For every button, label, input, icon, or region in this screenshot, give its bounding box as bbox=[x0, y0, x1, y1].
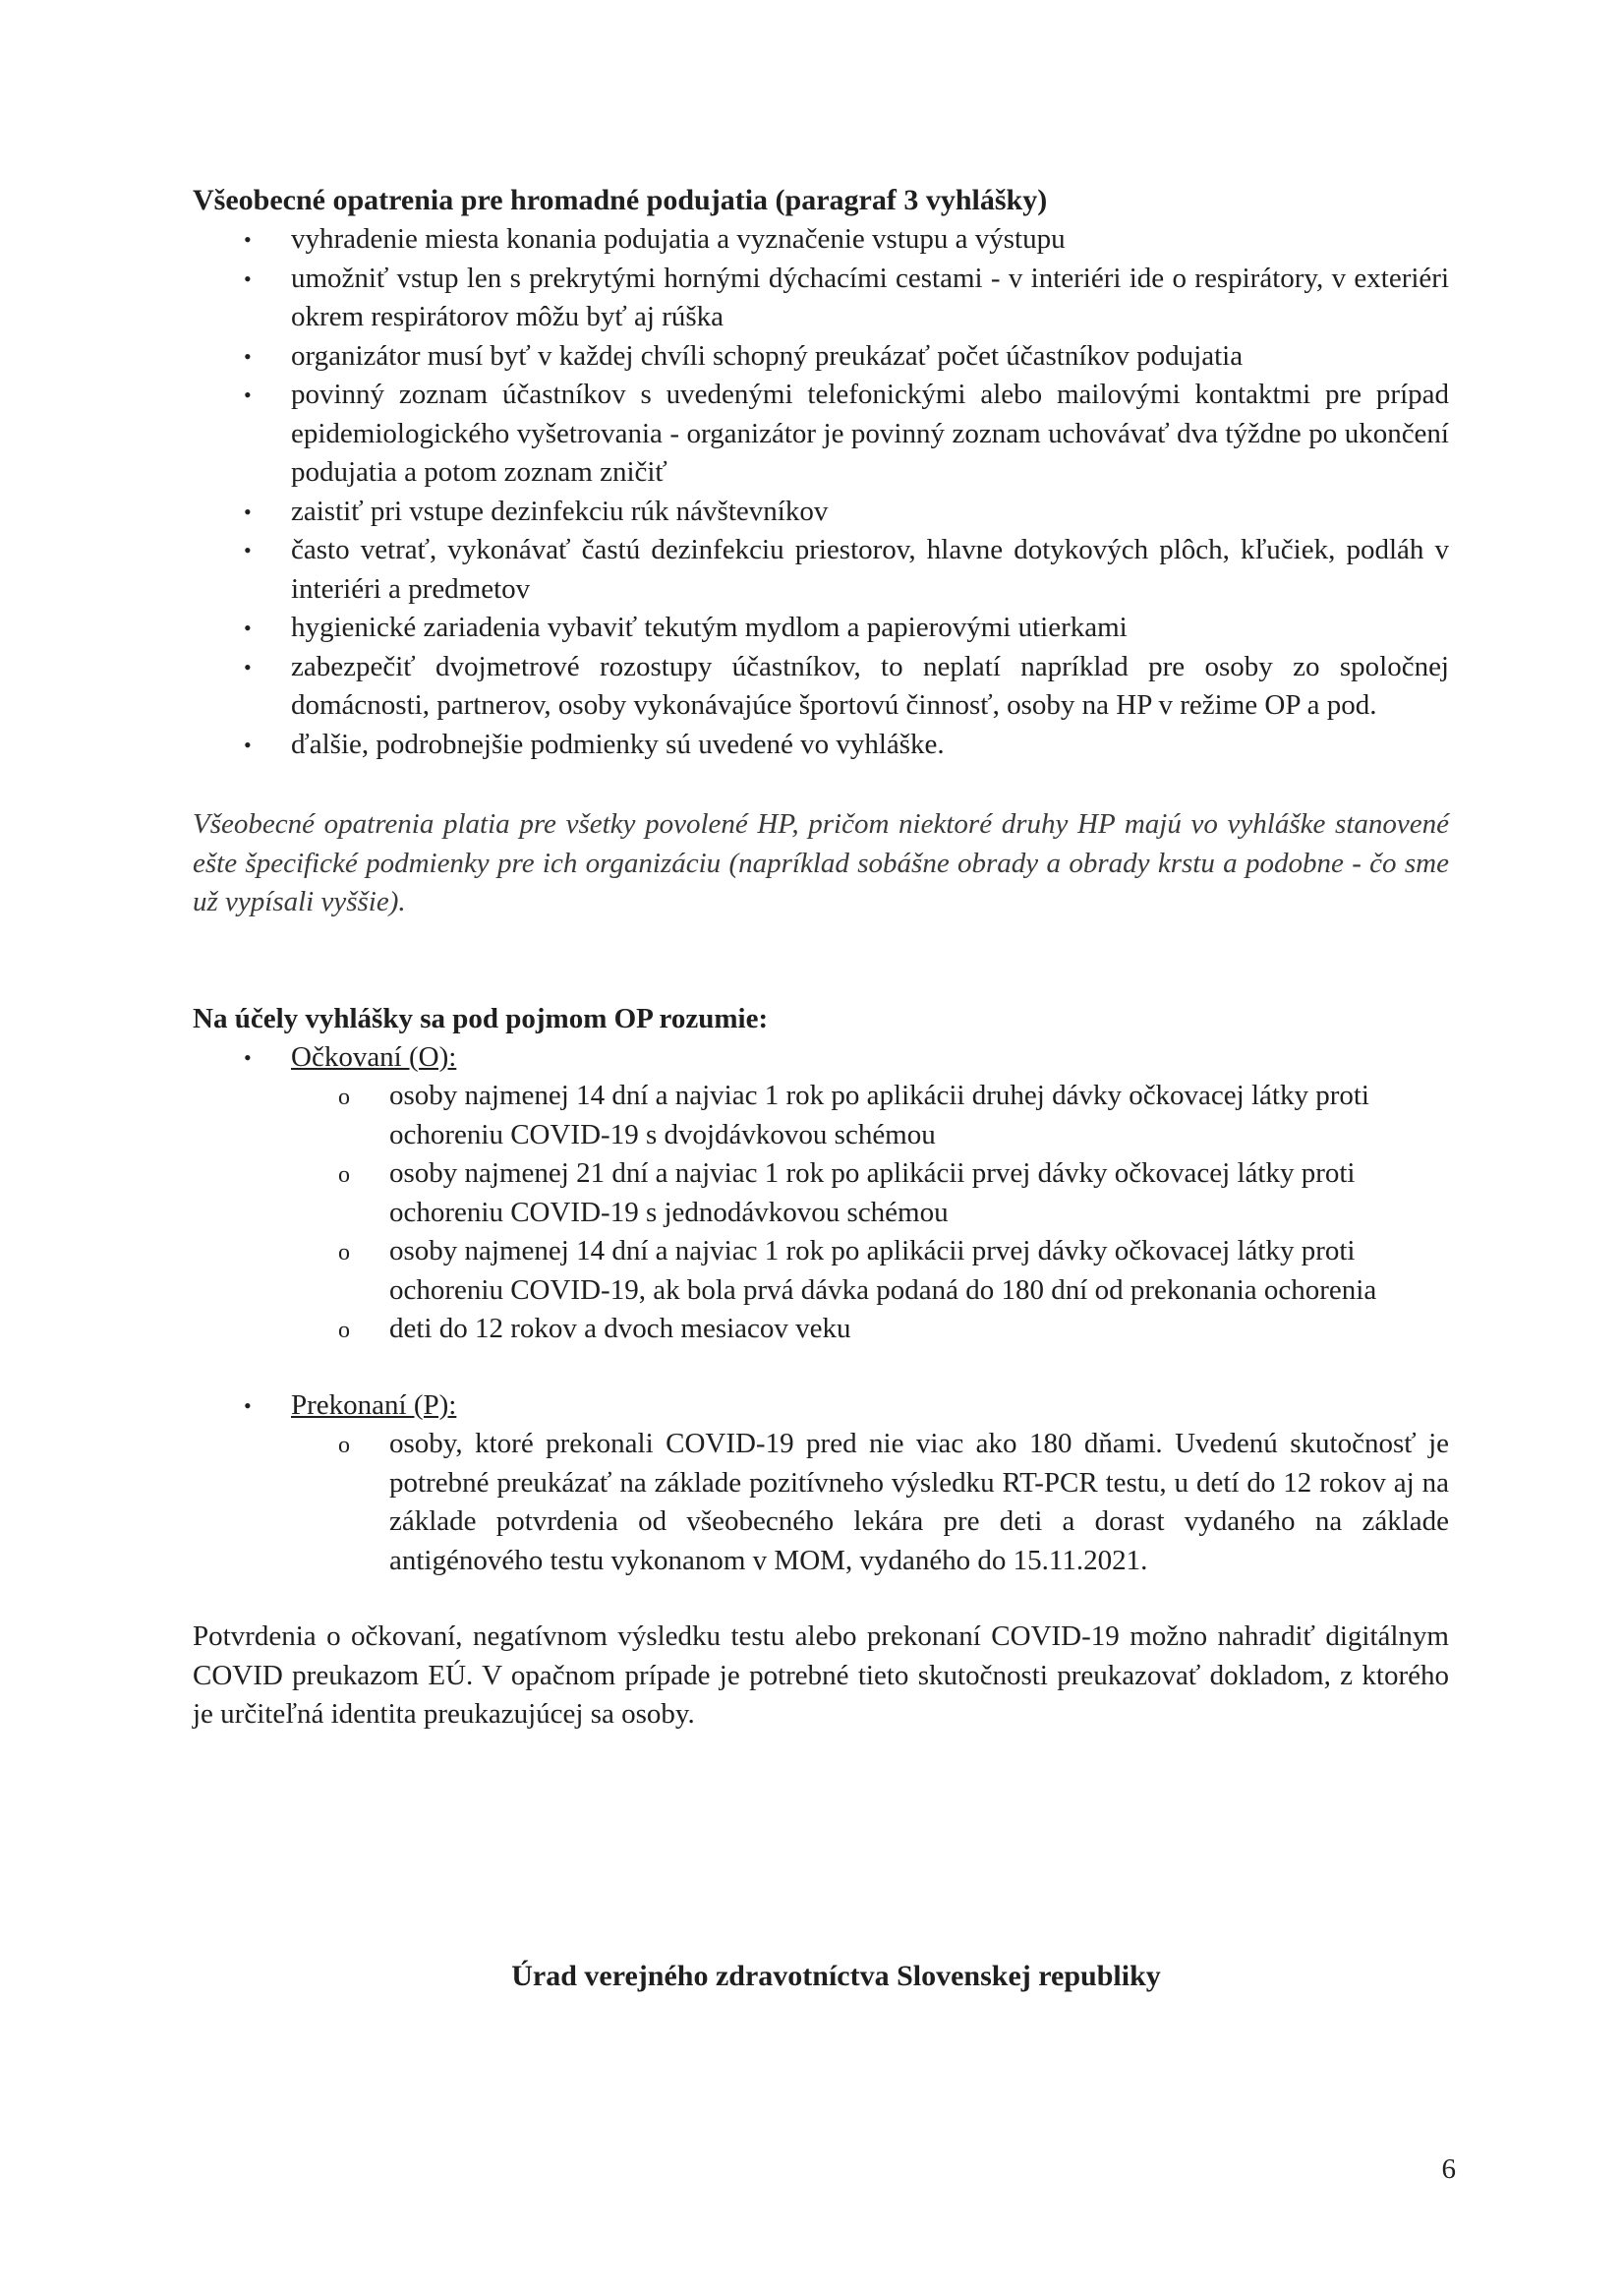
list-item-text: často vetrať, vykonávať častú dezinfekciu priestorov, hlavne dotykových plôch, kľučiek, podláh v interiéri a predmetov bbox=[291, 534, 1449, 605]
circle-bullet-icon: o bbox=[338, 1433, 350, 1458]
list-item bbox=[193, 337, 1449, 377]
list-item bbox=[193, 220, 1449, 260]
bullet-icon: • bbox=[244, 1392, 252, 1418]
list-item-text: zaistiť pri vstupe dezinfekciu rúk návštevníkov bbox=[291, 495, 829, 527]
op-categories-list bbox=[193, 1038, 1449, 1581]
list-item-text: ďalšie, podrobnejšie podmienky sú uvedené vo vyhláške. bbox=[291, 728, 945, 760]
bullet-icon: • bbox=[244, 616, 252, 640]
circle-bullet-icon: o bbox=[338, 1318, 350, 1343]
bullet-icon: • bbox=[244, 654, 252, 679]
bullet-icon: • bbox=[244, 499, 252, 524]
sublist-item bbox=[291, 1154, 1449, 1232]
circle-bullet-icon: o bbox=[338, 1240, 350, 1266]
general-measures-list bbox=[193, 220, 1449, 764]
sublist-item-text: osoby najmenej 14 dní a najviac 1 rok po aplikácii prvej dávky očkovacej látky proti ochoreniu COVID-19, ak bola prvá dávka podaná do 180 dní od prekonania ochorenia bbox=[389, 1235, 1377, 1306]
sublist-item bbox=[291, 1077, 1449, 1154]
confirmations-paragraph: Potvrdenia o očkovaní, negatívnom výsledku testu alebo prekonaní COVID-19 možno nahradiť digitálnym COVID preukazom EÚ. V opačnom prípade je potrebné tieto skutočnosti preukazovať dokladom, z ktorého je určiteľná identita preukazujúcej sa osoby. bbox=[193, 1620, 1449, 1730]
list-item-text: vyhradenie miesta konania podujatia a vyznačenie vstupu a výstupu bbox=[291, 223, 1066, 255]
list-item bbox=[193, 726, 1449, 765]
list-item-text: umožniť vstup len s prekrytými hornými dýchacími cestami - v interiéri ide o respirátory, v exteriéri okrem respirátorov môžu byť aj rúška bbox=[291, 262, 1449, 332]
list-item bbox=[193, 260, 1449, 337]
list-item-text: hygienické zariadenia vybaviť tekutým mydlom a papierovými utierkami bbox=[291, 612, 1128, 643]
bullet-icon: • bbox=[244, 538, 252, 562]
bullet-icon: • bbox=[244, 1044, 252, 1070]
list-item bbox=[193, 493, 1449, 532]
page-content bbox=[193, 181, 1449, 1763]
list-item-text: zabezpečiť dvojmetrové rozostupy účastníkov, to neplatí napríklad pre osoby zo spoločnej domácnosti, partnerov, osoby vykonávajúce športovú činnosť, osoby na HP v režime OP a pod. bbox=[291, 650, 1449, 721]
page-number: 6 bbox=[1441, 2153, 1456, 2185]
sublist-item-text: osoby najmenej 21 dní a najviac 1 rok po aplikácii prvej dávky očkovacej látky proti ochoreniu COVID-19 s jednodávkovou schémou bbox=[389, 1157, 1356, 1228]
recovered-sublist bbox=[291, 1425, 1449, 1580]
sublist-item-text: osoby, ktoré prekonali COVID-19 pred nie viac ako 180 dňami. Uvedenú skutočnosť je potrebné preukázať na základe pozitívneho výsledku RT-PCR testu, u detí do 12 rokov aj na základe potvrdenia od všeobecného lekára pre deti a dorast vydaného na základe antigénového testu vykonanom v MOM, vydaného do 15.11.2021. bbox=[389, 1428, 1449, 1576]
list-item-text: organizátor musí byť v každej chvíli schopný preukázať počet účastníkov podujatia bbox=[291, 339, 1244, 372]
op-category-label: Prekonaní (P): bbox=[291, 1388, 457, 1421]
sublist-item-text: osoby najmenej 14 dní a najviac 1 rok po aplikácii druhej dávky očkovacej látky proti ochoreniu COVID-19 s dvojdávkovou schémou bbox=[389, 1080, 1369, 1150]
vaccinated-sublist bbox=[291, 1077, 1449, 1349]
list-item bbox=[193, 531, 1449, 609]
general-measures-heading: Všeobecné opatrenia pre hromadné podujatia (paragraf 3 vyhlášky) bbox=[193, 184, 1048, 216]
op-category-recovered bbox=[193, 1386, 1449, 1581]
list-item bbox=[193, 609, 1449, 648]
op-category-label: Očkovaní (O): bbox=[291, 1040, 457, 1073]
list-item-text: povinný zoznam účastníkov s uvedenými telefonickými alebo mailovými kontaktmi pre prípad epidemiologického vyšetrovania - organizátor je povinný zoznam uchovávať dva týždne po ukončení podujatia a potom zoznam zničiť bbox=[291, 379, 1449, 488]
circle-bullet-icon: o bbox=[338, 1162, 350, 1188]
bullet-icon: • bbox=[244, 227, 252, 252]
bullet-icon: • bbox=[244, 265, 252, 291]
issuer-signature: Úrad verejného zdravotníctva Slovenskej republiky bbox=[511, 1960, 1161, 1992]
sublist-item bbox=[291, 1310, 1449, 1349]
sublist-item bbox=[291, 1425, 1449, 1580]
op-category-vaccinated bbox=[193, 1038, 1449, 1349]
circle-bullet-icon: o bbox=[338, 1085, 350, 1110]
bullet-icon: • bbox=[244, 383, 252, 407]
list-item bbox=[193, 376, 1449, 493]
list-item bbox=[193, 648, 1449, 726]
bullet-icon: • bbox=[244, 732, 252, 757]
op-definition-heading: Na účely vyhlášky sa pod pojmom OP rozumie: bbox=[193, 1002, 769, 1034]
sublist-item bbox=[291, 1232, 1449, 1310]
bullet-icon: • bbox=[244, 343, 252, 369]
general-measures-note: Všeobecné opatrenia platia pre všetky povolené HP, pričom niektoré druhy HP majú vo vyhláške stanovené ešte špecifické podmienky pre ich organizáciu (napríklad sobášne obrady a obrady krstu a podobne - čo sme už vypísali vyššie). bbox=[193, 808, 1449, 917]
sublist-item-text: deti do 12 rokov a dvoch mesiacov veku bbox=[389, 1313, 851, 1344]
